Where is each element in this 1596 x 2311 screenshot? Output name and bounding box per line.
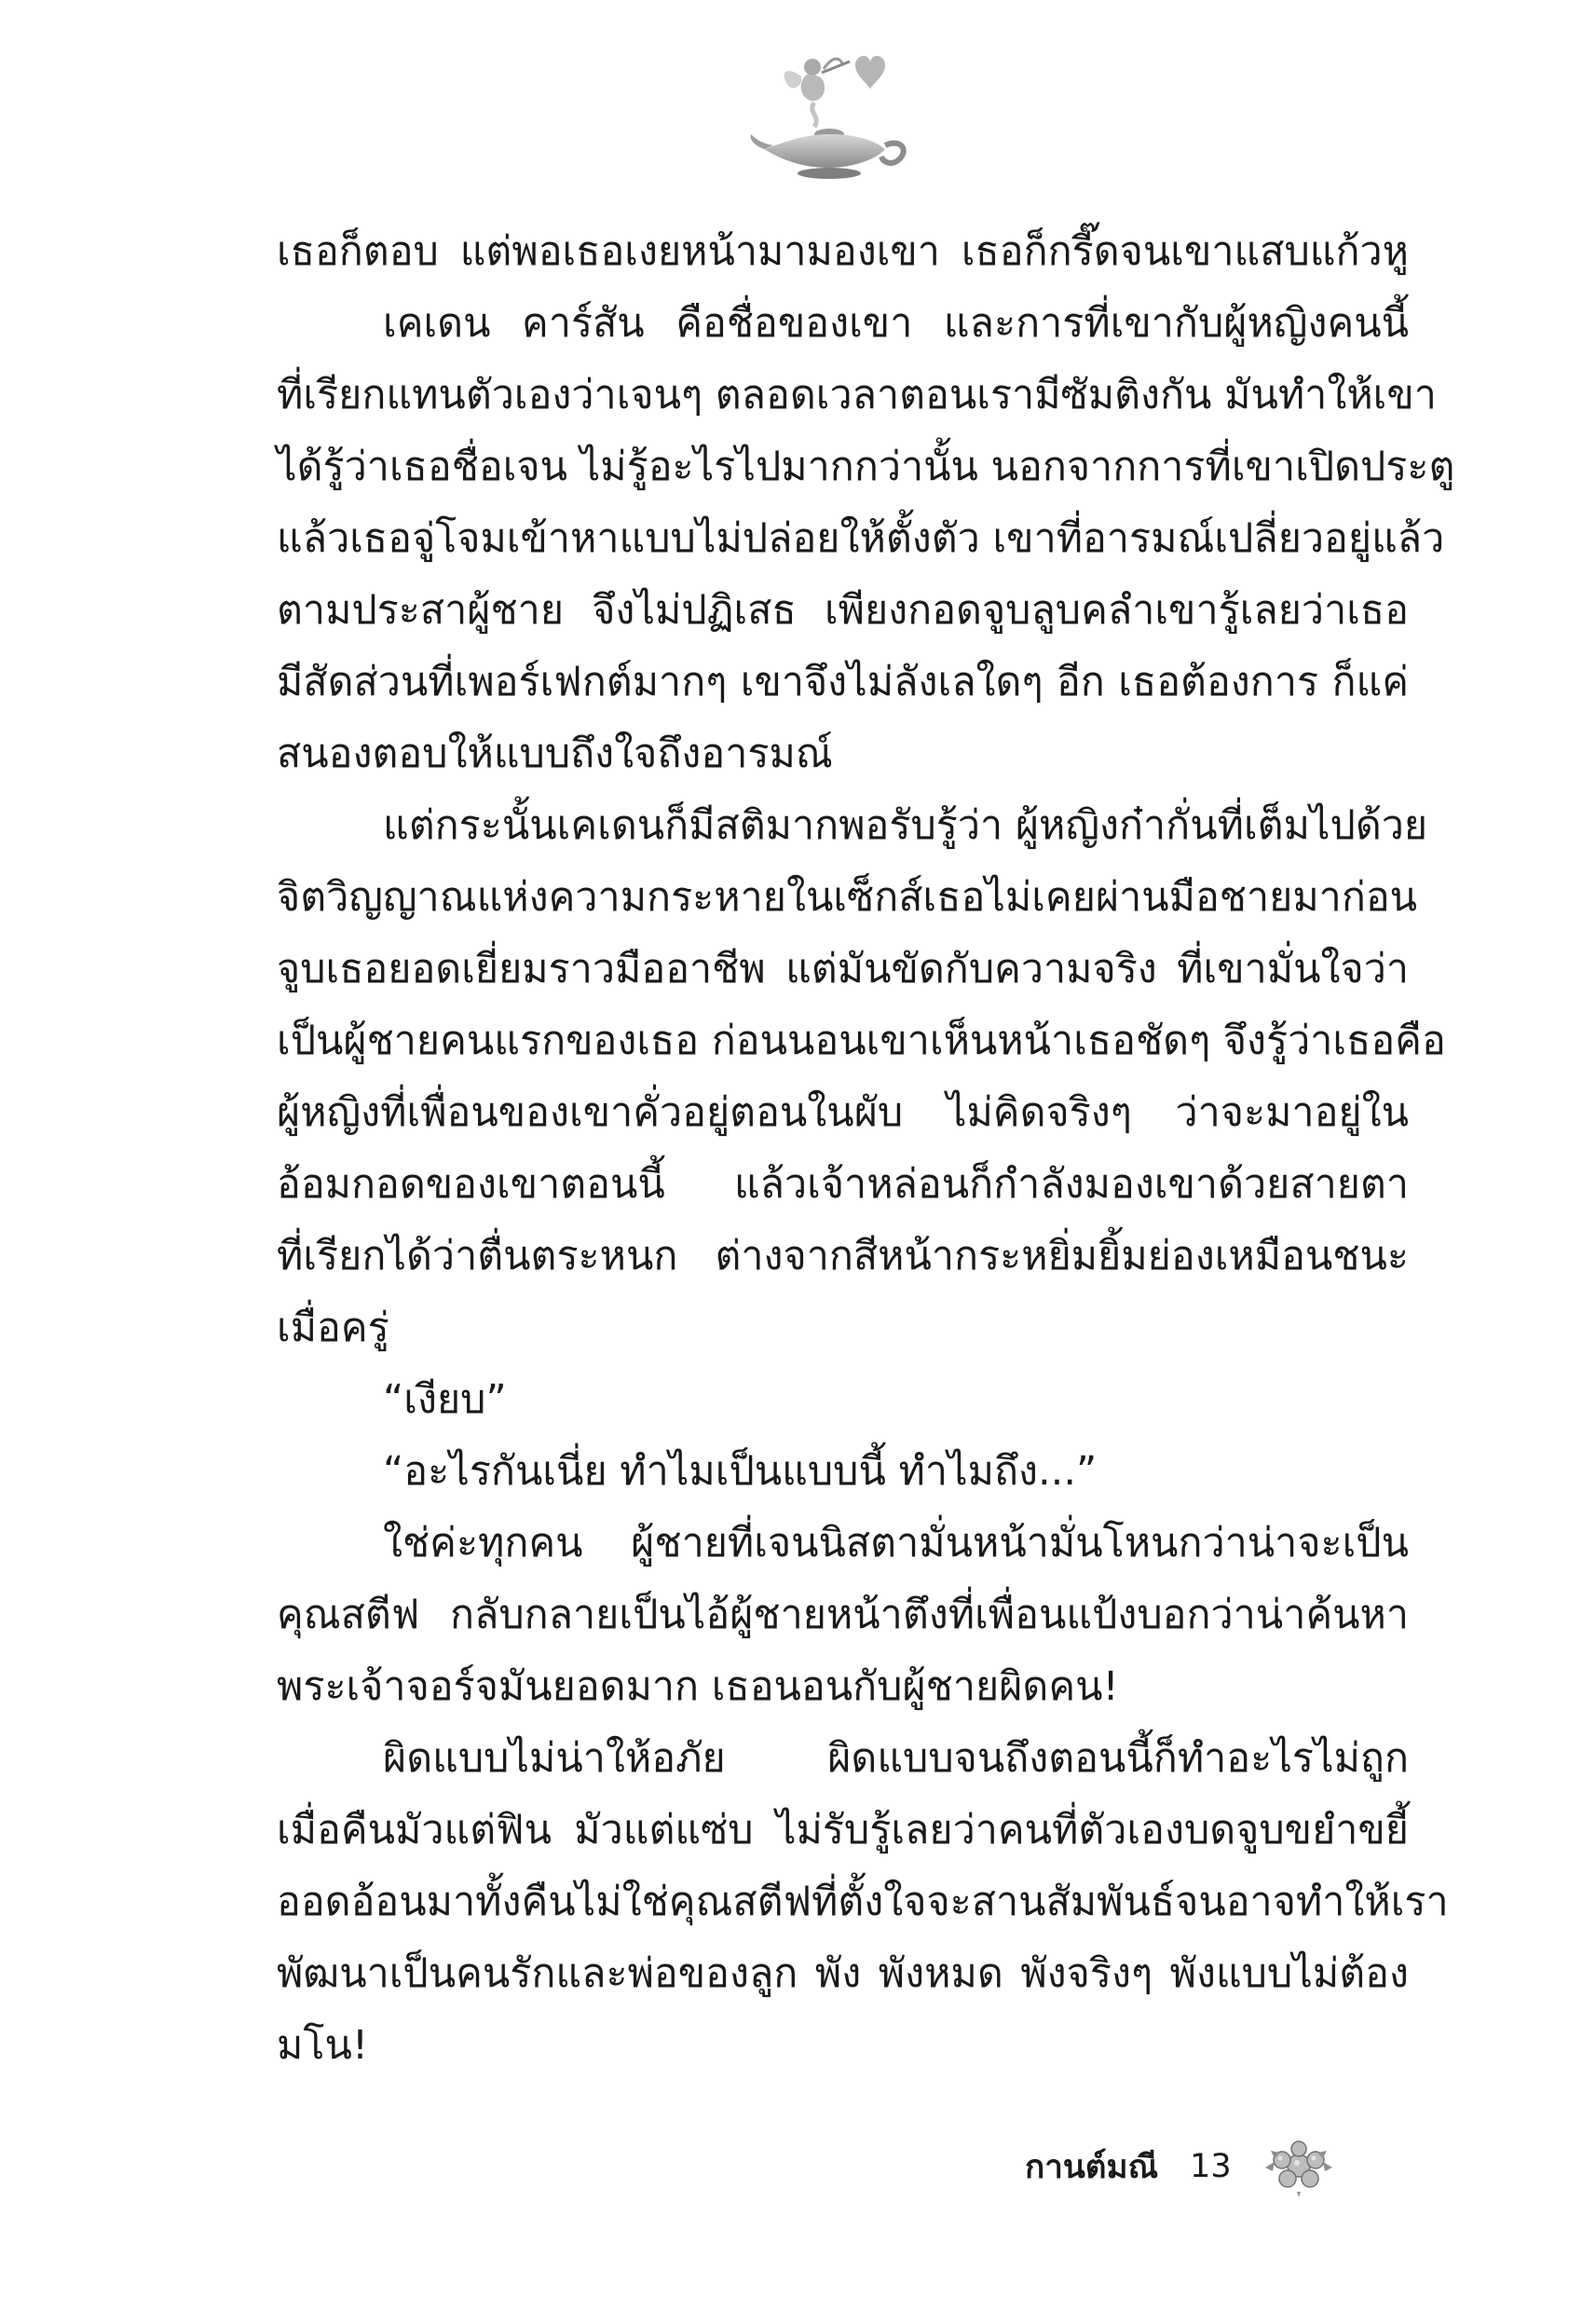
body-line: มโน!: [277, 2022, 369, 2069]
dialogue-line: “เงียบ”: [383, 1376, 507, 1423]
body-line: แล้วเธอจู่โจมเข้าหาแบบไม่ปล่อยให้ตั้งตัว เขาที่อารมณ์เปลี่ยวอยู่แล้ว: [277, 515, 1445, 562]
body-line: สนองตอบให้แบบถึงใจถึงอารมณ์: [277, 731, 833, 777]
body-line: แต่กระนั้นเคเดนก็มีสติมากพอรับรู้ว่า ผู้หญิงก๋ากั่นที่เต็มไปด้วย: [383, 802, 1428, 849]
body-line: คุณสตีฟ กลับกลายเป็นไอ้ผู้ชายหน้าตึงที่เพื่อนแป้งบอกว่าน่าค้นหา: [277, 1592, 1409, 1638]
body-line: พระเจ้าจอร์จมันยอดมาก เธอนอนกับผู้ชายผิดคน!: [277, 1663, 1119, 1710]
body-line: เมื่อครู่: [277, 1305, 389, 1351]
body-line: ที่เรียกแทนตัวเองว่าเจนๆ ตลอดเวลาตอนเรามีซัมติงกัน มันทำให้เขา: [277, 372, 1437, 418]
page-number: 13: [1190, 2148, 1232, 2185]
body-line: เธอก็ตอบ แต่พอเธอเงยหน้ามามองเขา เธอก็กรี๊ดจนเขาแสบแก้วหู: [277, 228, 1409, 275]
body-line: เป็นผู้ชายคนแรกของเธอ ก่อนนอนเขาเห็นหน้าเธอชัดๆ จึงรู้ว่าเธอคือ: [277, 1018, 1446, 1064]
body-line: ผิดแบบไม่น่าให้อภัย ผิดแบบจนถึงตอนนี้ก็ทำอะไรไม่ถูก: [383, 1735, 1409, 1782]
body-line: เคเดน คาร์สัน คือชื่อของเขา และการที่เขากับผู้หญิงคนนี้: [383, 300, 1409, 347]
genie-lamp-with-cupid-icon: [745, 45, 913, 185]
body-line: มีสัดส่วนที่เพอร์เฟกต์มากๆ เขาจึงไม่ลังเลใดๆ อีก เธอต้องการ ก็แค่: [277, 659, 1409, 705]
body-line: ตามประสาผู้ชาย จึงไม่ปฏิเสธ เพียงกอดจูบลูบคลำเขารู้เลยว่าเธอ: [277, 587, 1409, 634]
body-line: พัฒนาเป็นคนรักและพ่อของลูก พัง พังหมด พังจริงๆ พังแบบไม่ต้อง: [277, 1950, 1409, 1997]
body-line: จูบเธอยอดเยี่ยมราวมืออาชีพ แต่มันขัดกับความจริง ที่เขามั่นใจว่า: [277, 946, 1409, 992]
body-line: อ้อมกอดของเขาตอนนี้ แล้วเจ้าหล่อนก็กำลังมองเขาด้วยสายตา: [277, 1161, 1409, 1208]
dialogue-line: “อะไรกันเนี่ย ทำไมเป็นแบบนี้ ทำไมถึง...”: [383, 1448, 1098, 1495]
body-line: ใช่ค่ะทุกคน ผู้ชายที่เจนนิสตามั่นหน้ามั่นโหนกว่าน่าจะเป็น: [383, 1520, 1409, 1566]
body-line: เมื่อคืนมัวแต่ฟิน มัวแต่แซ่บ ไม่รับรู้เลยว่าคนที่ตัวเองบดจูบขยำขยี้: [277, 1807, 1409, 1853]
book-title: กานต์มณี: [1025, 2148, 1159, 2186]
body-text: [277, 216, 1455, 2082]
body-line: ที่เรียกได้ว่าตื่นตระหนก ต่างจากสีหน้ากระหยิ่มยิ้มย่องเหมือนชนะ: [277, 1233, 1409, 1279]
body-line: ได้รู้ว่าเธอชื่อเจน ไม่รู้อะไรไปมากกว่านั้น นอกจากการที่เขาเปิดประตู: [277, 444, 1455, 490]
body-line: ผู้หญิงที่เพื่อนของเขาคั่วอยู่ตอนในผับ ไม่คิดจริงๆ ว่าจะมาอยู่ใน: [277, 1089, 1409, 1136]
flower-bouquet-icon: [1260, 2134, 1338, 2199]
body-line: จิตวิญญาณแห่งความกระหายในเซ็กส์เธอไม่เคยผ่านมือชายมาก่อน: [277, 874, 1418, 921]
page-footer: [1025, 2139, 1338, 2195]
body-line: ออดอ้อนมาทั้งคืนไม่ใช่คุณสตีฟที่ตั้งใจจะสานสัมพันธ์จนอาจทำให้เรา: [277, 1879, 1449, 1925]
